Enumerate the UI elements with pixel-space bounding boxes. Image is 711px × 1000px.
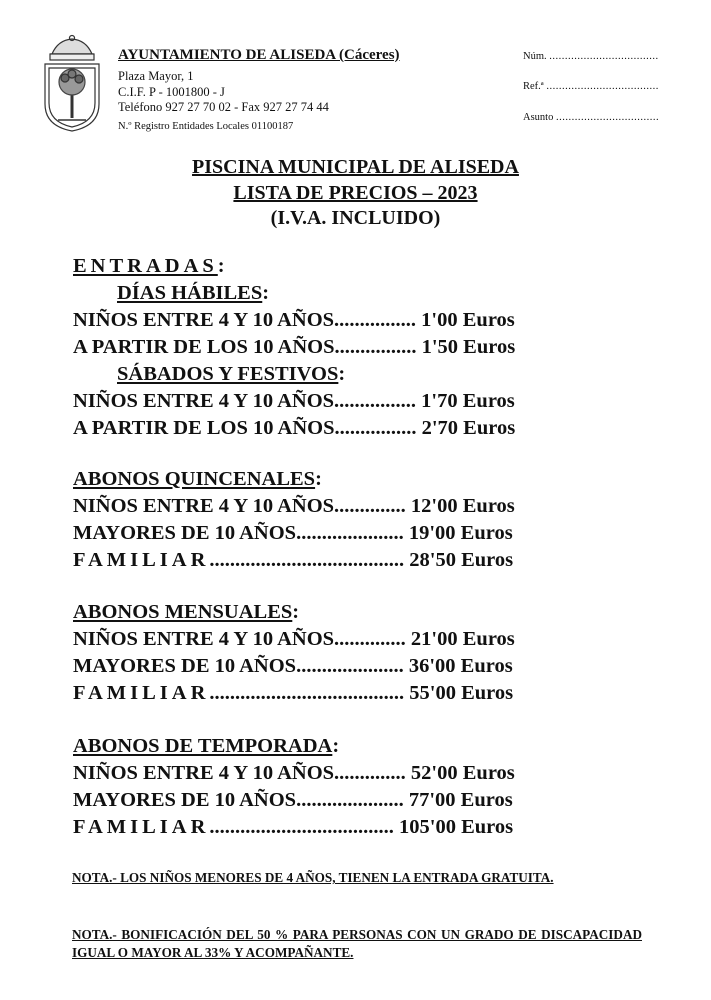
price-row: FAMILIAR.................................... 105'00 Euros bbox=[73, 816, 514, 838]
mensuales-heading: ABONOS MENSUALES: bbox=[73, 601, 300, 623]
price-row: FAMILIAR...................................... 28'50 Euros bbox=[73, 549, 514, 571]
price-row: MAYORES DE 10 AÑOS..................... 36'00 Euros bbox=[73, 655, 513, 677]
price-row: NIÑOS ENTRE 4 Y 10 AÑOS.............. 21'00 Euros bbox=[73, 628, 515, 650]
doc-heading-3: (I.V.A. INCLUIDO) bbox=[270, 207, 441, 229]
price-row: NIÑOS ENTRE 4 Y 10 AÑOS.............. 52'00 Euros bbox=[73, 762, 515, 784]
letterhead-registry: N.º Registro Entidades Locales 01100187 bbox=[118, 121, 294, 132]
num-field bbox=[523, 51, 659, 62]
price-row: FAMILIAR...................................... 55'00 Euros bbox=[73, 682, 514, 704]
price-row: A PARTIR DE LOS 10 AÑOS................ 2'70 Euros bbox=[73, 417, 516, 439]
ref-dots: .................................... bbox=[546, 81, 659, 92]
entradas-heading: ENTRADAS: bbox=[73, 255, 225, 277]
letterhead-address: Plaza Mayor, 1 bbox=[118, 69, 194, 83]
note-disability-discount: NOTA.- BONIFICACIÓN DEL 50 % PARA PERSONAS CON UN GRADO DE DISCAPACIDAD IGUAL O MAYOR AL 33% Y ACOMPAÑANTE. bbox=[72, 927, 642, 960]
asunto-label: Asunto bbox=[523, 112, 554, 123]
letterhead-phone: Teléfono 927 27 70 02 - Fax 927 27 74 44 bbox=[118, 100, 329, 114]
note-free-entry: NOTA.- LOS NIÑOS MENORES DE 4 AÑOS, TIENEN LA ENTRADA GRATUITA. bbox=[72, 870, 554, 885]
temporada-heading: ABONOS DE TEMPORADA: bbox=[73, 735, 340, 757]
festivos-heading: SÁBADOS Y FESTIVOS: bbox=[117, 363, 346, 385]
num-label: Núm. bbox=[523, 51, 547, 62]
ref-field bbox=[523, 81, 659, 92]
letterhead-title: AYUNTAMIENTO DE ALISEDA (Cáceres) bbox=[118, 47, 400, 63]
price-row: MAYORES DE 10 AÑOS..................... 19'00 Euros bbox=[73, 522, 513, 544]
habiles-heading: DÍAS HÁBILES: bbox=[117, 282, 270, 304]
price-row: MAYORES DE 10 AÑOS..................... 77'00 Euros bbox=[73, 789, 513, 811]
price-row: NIÑOS ENTRE 4 Y 10 AÑOS................ 1'70 Euros bbox=[73, 390, 515, 412]
price-row: A PARTIR DE LOS 10 AÑOS................ 1'50 Euros bbox=[73, 336, 516, 358]
price-row: NIÑOS ENTRE 4 Y 10 AÑOS................ 1'00 Euros bbox=[73, 309, 515, 331]
asunto-dots: ................................. bbox=[555, 112, 660, 123]
doc-heading-2: LISTA DE PRECIOS – 2023 bbox=[233, 182, 478, 204]
num-dots: ................................... bbox=[549, 51, 659, 62]
letterhead-cif: C.I.F. P - 1001800 - J bbox=[118, 85, 225, 99]
ref-label: Ref.ª bbox=[523, 81, 544, 92]
doc-heading-1: PISCINA MUNICIPAL DE ALISEDA bbox=[192, 156, 519, 178]
asunto-field bbox=[523, 112, 659, 123]
municipal-coat-of-arms-icon bbox=[38, 34, 106, 134]
price-row: NIÑOS ENTRE 4 Y 10 AÑOS.............. 12'00 Euros bbox=[73, 495, 515, 517]
quincenales-heading: ABONOS QUINCENALES: bbox=[73, 468, 322, 490]
